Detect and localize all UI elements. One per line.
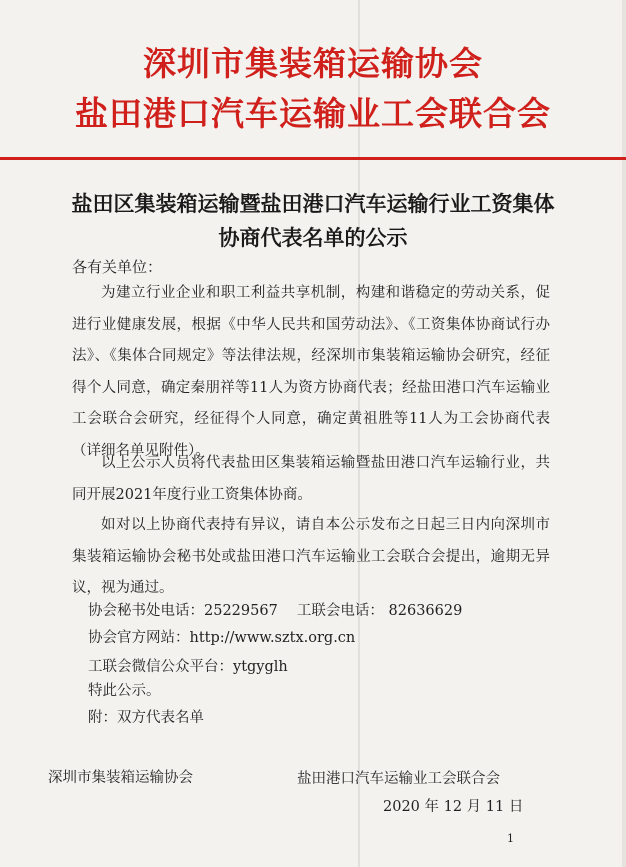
signature-org-right: 盐田港口汽车运输业工会联合会 — [297, 771, 500, 787]
letterhead-line-2: 盐田港口汽车运输业工会联合会 — [75, 94, 551, 133]
attachment-line: 附：双方代表名单 — [88, 710, 204, 726]
body-paragraph-3: 如对以上协商代表持有异议，请自本公示发布之日起三日内向深圳市集装箱运输协会秘书处或盐田港口汽车运输业工会联合会提出，逾期无异议，视为通过。 — [72, 517, 550, 596]
signature-org-left: 深圳市集装箱运输协会 — [48, 770, 193, 786]
body-paragraph-2: 以上公示人员将代表盐田区集装箱运输暨盐田港口汽车运输行业，共同开展2021年度行业工资集体协商。 — [72, 455, 550, 503]
body-paragraph-1: 为建立行业企业和职工利益共享机制，构建和谐稳定的劳动关系，促进行业健康发展，根据《中华人民共和国劳动法》、《工资集体协商试行办法》、《集体合同规定》等法律法规，经深圳市集装箱运输协会研究，经征得个人同意，确定秦朋祥等11人为资方协商代表；经盐田港口汽车运输业工会联合会研究，经征得个人同意，确定黄祖胜等11人为工会协商代表（详细名单见附件）。 — [72, 285, 550, 459]
salutation: 各有关单位： — [72, 258, 163, 276]
contact-wechat-line: 工联会微信公众平台：ytgyglh — [88, 659, 288, 675]
document-title-line-1: 盐田区集装箱运输暨盐田港口汽车运输行业工资集体 — [71, 192, 555, 216]
document-title-line-2: 协商代表名单的公示 — [218, 226, 408, 250]
contact-website-line: 协会官方网站：http://www.sztx.org.cn — [88, 630, 356, 646]
letterhead-divider — [0, 157, 626, 160]
notice-line: 特此公示。 — [88, 683, 161, 699]
page-number: 1 — [507, 832, 514, 845]
letterhead-line-1: 深圳市集装箱运输协会 — [143, 44, 483, 83]
contact-phone-line: 协会秘书处电话：25229567 工联会电话： 82636629 — [88, 603, 463, 619]
signature-date: 2020 年 12 月 11 日 — [383, 799, 524, 815]
